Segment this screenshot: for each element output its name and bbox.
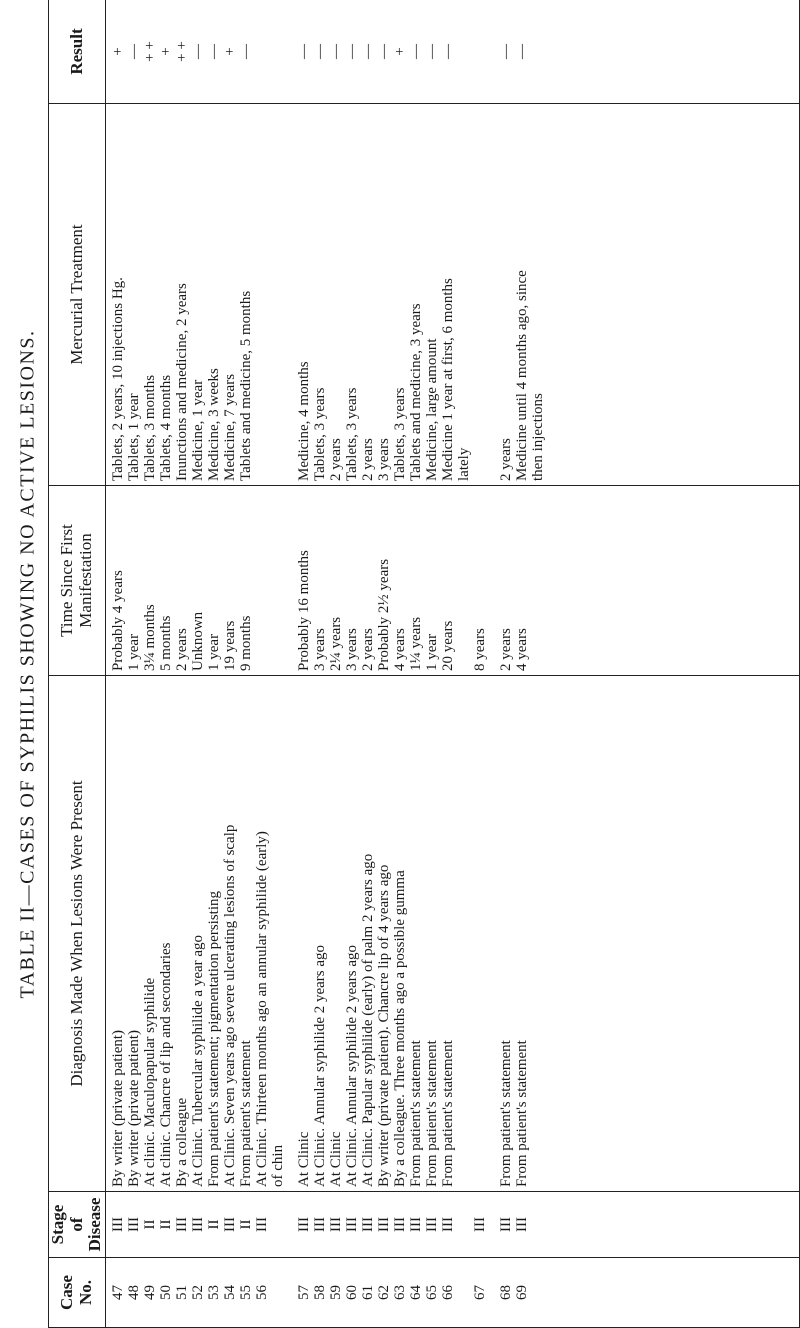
page-title: TABLE II—CASES OF SYPHILIS SHOWING NO ACTIVE LESIONS.	[16, 329, 39, 999]
cell-time: Probably 2½ years	[376, 558, 393, 671]
cell-case: 54	[222, 1285, 239, 1300]
cell-treatment: Tablets, 1 year	[126, 393, 143, 481]
group-gap	[286, 490, 296, 671]
col-diagnosis	[106, 676, 800, 1192]
cell-result: —	[238, 44, 255, 59]
group-gap	[488, 1262, 498, 1323]
header-diagnosis: Diagnosis Made When Lesions Were Present	[49, 676, 106, 1192]
cell-time: 8 years	[472, 628, 489, 671]
group-gap	[286, 680, 296, 1187]
cell-case: 50	[158, 1285, 175, 1300]
cell-treatment: Medicine, 1 year	[190, 379, 207, 481]
cell-case: 68	[498, 1285, 515, 1300]
cell-treatment: Medicine, large amount	[424, 338, 441, 481]
cell-case	[456, 1262, 472, 1323]
cell-diagnosis: By writer (private patient). Chancre lip of 4 years ago	[376, 864, 393, 1187]
group-gap	[286, 108, 296, 481]
cell-result: —	[498, 44, 515, 59]
header-row	[49, 0, 106, 1328]
cell-treatment: lately	[456, 447, 473, 481]
cell-treatment: 3 years	[376, 438, 393, 481]
cell-result	[530, 4, 546, 99]
cell-time	[254, 490, 270, 671]
syphilis-cases-table	[48, 0, 800, 1328]
cell-time: 3 years	[344, 628, 361, 671]
header-stage: Stage of Disease	[49, 1192, 106, 1258]
cell-case: 49	[142, 1285, 159, 1300]
cell-case: 61	[360, 1285, 377, 1300]
cell-time: 1 year	[126, 633, 143, 671]
cell-case: 66	[440, 1285, 457, 1300]
cell-case: 64	[408, 1285, 425, 1300]
cell-case: 57	[296, 1285, 313, 1300]
cell-diagnosis: By a colleague. Three months ago a possible gumma	[392, 870, 409, 1187]
body-row	[106, 0, 800, 1328]
cell-result	[270, 4, 286, 99]
cell-stage: III	[440, 1217, 457, 1232]
cell-time	[456, 490, 472, 671]
cell-time: Unknown	[190, 611, 207, 671]
cell-diagnosis: At clinic. Chancre of lip and secondaries	[158, 942, 175, 1187]
cell-time: 20 years	[440, 620, 457, 671]
cell-treatment: Tablets and medicine, 5 months	[238, 290, 255, 481]
cell-stage	[270, 1196, 286, 1253]
cell-stage: III	[110, 1217, 127, 1232]
cell-diagnosis	[472, 680, 488, 1187]
cell-treatment: Tablets, 4 months	[158, 374, 175, 481]
cell-diagnosis	[456, 680, 472, 1187]
cell-diagnosis: of chin	[270, 1144, 287, 1187]
cell-stage: II	[158, 1219, 175, 1230]
cell-time: Probably 16 months	[296, 550, 313, 671]
col-stage	[106, 1192, 800, 1258]
cell-result: —	[190, 44, 207, 59]
cell-diagnosis: From patient's statement	[440, 1040, 457, 1187]
cell-diagnosis: At Clinic	[328, 1131, 345, 1187]
cell-case: 63	[392, 1285, 409, 1300]
cell-diagnosis: At Clinic. Annular syphilide 2 years ago	[312, 944, 329, 1187]
cell-stage: III	[174, 1217, 191, 1232]
cell-result: +	[158, 47, 175, 56]
cell-treatment: Tablets, 3 years	[344, 387, 361, 481]
cell-stage: III	[344, 1217, 361, 1232]
cell-diagnosis: At Clinic. Seven years ago severe ulcerating lesions of scalp	[222, 824, 239, 1187]
cell-diagnosis: From patient's statement	[238, 1040, 255, 1187]
cell-case: 55	[238, 1285, 255, 1300]
cell-result: —	[360, 44, 377, 59]
col-case	[106, 1258, 800, 1328]
cell-time: 4 years	[392, 628, 409, 671]
cell-case: 62	[376, 1285, 393, 1300]
cell-diagnosis: From patient's statement; pigmentation persisting	[206, 891, 223, 1187]
cell-case: 56	[254, 1285, 271, 1300]
cell-result: —	[328, 44, 345, 59]
cell-stage: III	[222, 1217, 239, 1232]
cell-result: + +	[174, 41, 191, 62]
cell-time	[270, 490, 286, 671]
cell-result: —	[440, 44, 457, 59]
cell-treatment	[472, 108, 488, 481]
cell-treatment: then injections	[530, 393, 547, 481]
cell-stage	[530, 1196, 546, 1253]
cell-stage: III	[424, 1217, 441, 1232]
cell-stage: III	[514, 1217, 531, 1232]
cell-case: 48	[126, 1285, 143, 1300]
cell-treatment: Tablets, 2 years, 10 injections Hg.	[110, 277, 127, 481]
cell-diagnosis: From patient's statement	[408, 1040, 425, 1187]
header-case-no: Case No.	[49, 1258, 106, 1328]
cell-result: +	[110, 47, 127, 56]
header-time-since: Time Since First Manifestation	[49, 486, 106, 676]
cell-diagnosis: From patient's statement	[498, 1040, 515, 1187]
cell-stage: III	[190, 1217, 207, 1232]
cell-treatment: Medicine, 4 months	[296, 361, 313, 481]
table-container	[48, 0, 800, 1328]
cell-result: —	[206, 44, 223, 59]
cell-time: 2 years	[498, 628, 515, 671]
cell-case: 59	[328, 1285, 345, 1300]
cell-diagnosis: At Clinic. Tubercular syphilide a year ago	[190, 934, 207, 1187]
cell-stage: III	[328, 1217, 345, 1232]
group-gap	[286, 4, 296, 99]
cell-case: 51	[174, 1285, 191, 1300]
cell-case	[530, 1262, 546, 1323]
col-time	[106, 486, 800, 676]
cell-case	[270, 1262, 286, 1323]
group-gap	[286, 1196, 296, 1253]
cell-result: —	[424, 44, 441, 59]
cell-stage: III	[498, 1217, 515, 1232]
page-title-wrap	[8, 0, 48, 1328]
cell-stage: III	[376, 1217, 393, 1232]
cell-treatment: Tablets and medicine, 3 years	[408, 303, 425, 481]
cell-case: 52	[190, 1285, 207, 1300]
cell-time: 19 years	[222, 620, 239, 671]
cell-result: —	[296, 44, 313, 59]
cell-diagnosis: From patient's statement	[424, 1040, 441, 1187]
cell-treatment: 2 years	[498, 438, 515, 481]
cell-time: Probably 4 years	[110, 570, 127, 671]
group-gap	[488, 108, 498, 481]
cell-treatment: Tablets, 3 years	[312, 387, 329, 481]
cell-stage	[456, 1196, 472, 1253]
cell-treatment: Medicine until 4 months ago, since	[514, 270, 531, 481]
header-mercurial-treatment: Mercurial Treatment	[49, 104, 106, 486]
cell-result	[254, 4, 270, 99]
cell-stage: III	[312, 1217, 329, 1232]
table-rotator	[48, 0, 800, 1328]
cell-treatment: Tablets, 3 years	[392, 387, 409, 481]
cell-time: 1 year	[424, 633, 441, 671]
cell-result: —	[408, 44, 425, 59]
col-result	[106, 0, 800, 104]
cell-result: —	[514, 44, 531, 59]
cell-case: 67	[472, 1285, 489, 1300]
cell-time: 5 months	[158, 615, 175, 671]
cell-result: +	[392, 47, 409, 56]
cell-result	[456, 4, 472, 99]
cell-result: —	[312, 44, 329, 59]
cell-time: 3¼ months	[142, 604, 159, 671]
cell-case: 69	[514, 1285, 531, 1300]
cell-stage: III	[360, 1217, 377, 1232]
cell-treatment: Inunctions and medicine, 2 years	[174, 283, 191, 481]
group-gap	[488, 4, 498, 99]
cell-time: 4 years	[514, 628, 531, 671]
cell-stage: III	[392, 1217, 409, 1232]
cell-diagnosis: At Clinic	[296, 1131, 313, 1187]
cell-time: 1¼ years	[408, 616, 425, 671]
cell-treatment: 2 years	[328, 438, 345, 481]
cell-time: 2 years	[174, 628, 191, 671]
header-result: Result	[49, 0, 106, 104]
cell-time: 2 years	[360, 628, 377, 671]
cell-treatment: Medicine, 3 weeks	[206, 368, 223, 481]
group-gap	[488, 1196, 498, 1253]
cell-time: 2¼ years	[328, 616, 345, 671]
cell-treatment: Tablets, 3 months	[142, 374, 159, 481]
group-gap	[488, 490, 498, 671]
cell-diagnosis: At clinic. Maculopapular syphilide	[142, 977, 159, 1187]
cell-treatment: 2 years	[360, 438, 377, 481]
cell-treatment	[270, 108, 286, 481]
cell-result: +	[222, 47, 239, 56]
cell-stage: III	[254, 1217, 271, 1232]
cell-stage: III	[472, 1217, 489, 1232]
cell-case: 53	[206, 1285, 223, 1300]
cell-diagnosis: At Clinic. Annular syphilide 2 years ago	[344, 944, 361, 1187]
cell-diagnosis: By a colleague	[174, 1097, 191, 1187]
cell-treatment	[254, 108, 270, 481]
cell-diagnosis: At Clinic. Thirteen months ago an annular syphilide (early)	[254, 831, 271, 1187]
cell-diagnosis: From patient's statement	[514, 1040, 531, 1187]
cell-stage: II	[206, 1219, 223, 1230]
cell-case: 47	[110, 1285, 127, 1300]
cell-stage: III	[408, 1217, 425, 1232]
cell-result	[472, 4, 488, 99]
cell-diagnosis	[530, 680, 546, 1187]
cell-result: —	[344, 44, 361, 59]
cell-case: 58	[312, 1285, 329, 1300]
cell-time	[530, 490, 546, 671]
cell-stage: III	[126, 1217, 143, 1232]
cell-stage: II	[142, 1219, 159, 1230]
cell-result: —	[126, 44, 143, 59]
cell-time: 3 years	[312, 628, 329, 671]
cell-stage: II	[238, 1219, 255, 1230]
cell-treatment: Medicine, 7 years	[222, 373, 239, 481]
cell-diagnosis: At Clinic. Papular syphilide (early) of palm 2 years ago	[360, 853, 377, 1187]
cell-case: 60	[344, 1285, 361, 1300]
cell-stage: III	[296, 1217, 313, 1232]
cell-result: —	[376, 44, 393, 59]
cell-time: 1 year	[206, 633, 223, 671]
cell-diagnosis: By writer (private patient)	[126, 1029, 143, 1187]
group-gap	[286, 1262, 296, 1323]
group-gap	[488, 680, 498, 1187]
cell-time: 9 months	[238, 615, 255, 671]
cell-treatment: Medicine 1 year at first, 6 months	[440, 278, 457, 481]
cell-diagnosis: By writer (private patient)	[110, 1029, 127, 1187]
col-treatment	[106, 104, 800, 486]
cell-case: 65	[424, 1285, 441, 1300]
cell-result: + +	[142, 41, 159, 62]
